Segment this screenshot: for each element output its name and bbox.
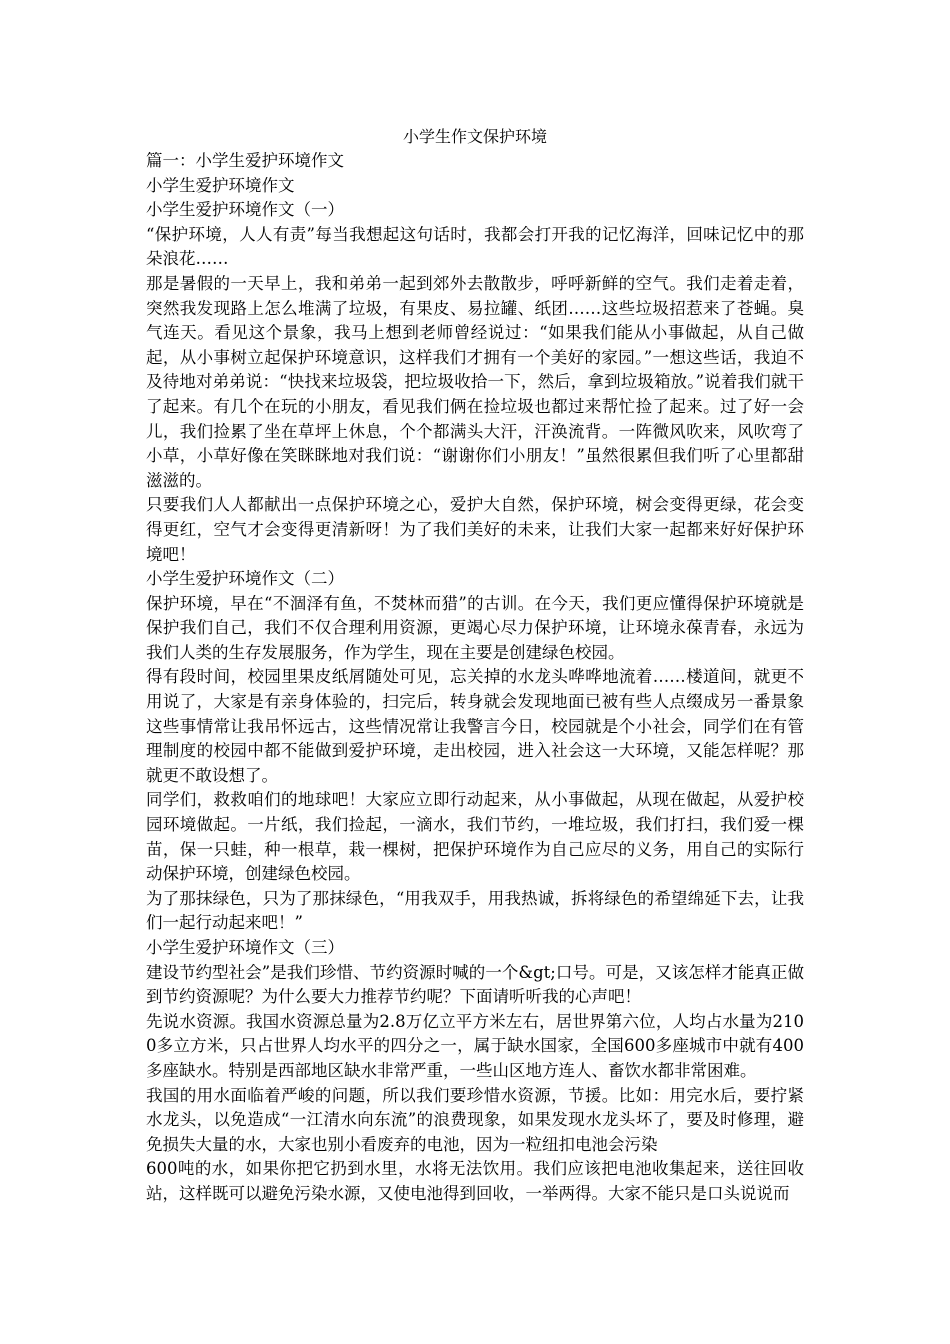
paragraph: “保护环境，人人有责”每当我想起这句话时，我都会打开我的记忆海洋，回味记忆中的那朵浪花……: [146, 224, 804, 269]
paragraph: 我国的用水面临着严峻的问题，所以我们要珍惜水资源，节援。比如：用完水后，要拧紧水龙头，以免造成“一江清水向东流”的浪费现象，如果发现水龙头坏了，要及时修理，避免损失大量的水，大家也别小看废弃的电池，因为一粒纽扣电池会污染: [146, 1085, 804, 1154]
paragraph: 600吨的水，如果你把它扔到水里，水将无法饮用。我们应该把电池收集起来，送往回收站，这样既可以避免污染水源，又使电池得到回收，一举两得。大家不能只是口头说说而: [146, 1159, 804, 1203]
paragraph: 得有段时间，校园里果皮纸屑随处可见，忘关掉的水龙头哗哗地流着……楼道间，就更不用说了，大家是有亲身体验的，扫完后，转身就会发现地面已被有些人点缀成另一番景象这些事情常让我吊怀远古，这些情况常让我警言今日，校园就是个小社会，同学们在有管理制度的校园中都不能做到爱护环境，走出校园，进入社会这一大环境，又能怎样呢？那就更不敢设想了。: [146, 667, 804, 785]
essay-heading-3: 小学生爱护环境作文（三）: [146, 938, 344, 957]
essay-heading-2: 小学生爱护环境作文（二）: [146, 569, 344, 589]
paragraph: 为了那抹绿色，只为了那抹绿色，“用我双手，用我热诚，拆将绿色的希望绵延下去，让我们一起行动起来吧！”: [146, 888, 804, 933]
section-heading: 篇一：小学生爱护环境作文: [146, 151, 344, 170]
paragraph: 那是暑假的一天早上，我和弟弟一起到郊外去散散步，呼呼新鲜的空气。我们走着走着，突然我发现路上怎么堆满了垃圾，有果皮、易拉罐、纸团……这些垃圾招惹来了苍蝇。臭气连天。看见这个景象，我马上想到老师曾经说过：“如果我们能从小事做起，从自己做起，从小事树立起保护环境意识，这样我们才拥有一个美好的家园。”一想这些话，我迫不及待地对弟弟说：“快找来垃圾袋，把垃圾收拾一下，然后，拿到垃圾箱放。”说着我们就干了起来。有几个在玩的小朋友，看见我们俩在捡垃圾也都过来帮忙捡了起来。过了好一会儿，我们捡累了坐在草坪上休息，个个都满头大汗，汗涣流背。一阵微风吹来，风吹弯了小草，小草好像在笑眯眯地对我们说：“谢谢你们小朋友！”虽然很累但我们听了心里都甜滋滋的。: [146, 273, 804, 490]
essay-heading-1: 小学生爱护环境作文（一）: [146, 200, 344, 220]
paragraph: 建设节约型社会”是我们珍惜、节约资源时喊的一个&gt;口号。可是，又该怎样才能真正做到节约资源呢？为什么要大力推荐节约呢？下面请听听我的心声吧！: [146, 962, 804, 1007]
document-body: [146, 149, 804, 1207]
paragraph: 保护环境，早在“不涸泽有鱼，不焚林而猎”的古训。在今天，我们更应懂得保护环境就是保护我们自己，我们不仅合理利用资源，更竭心尽力保护环境，让环境永葆青春，永远为我们人类的生存发展服务，作为学生，现在主要是创建绿色校园。: [146, 593, 804, 662]
document-title: 小学生作文保护环境: [402, 127, 547, 146]
paragraph: 只要我们人人都献出一点保护环境之心，爱护大自然，保护环境，树会变得更绿，花会变得更红，空气才会变得更清新呀！为了我们美好的未来，让我们大家一起都来好好保护环境吧！: [146, 495, 804, 564]
paragraph: 先说水资源。我国水资源总量为2.8万亿立平方米左右，居世界第六位，人均占水量为2100多立方米，只占世界人均水平的四分之一，属于缺水国家，全国600多座城市中就有400多座缺水。特别是西部地区缺水非常严重，一些山区地方连人、畜饮水都非常困难。: [146, 1011, 804, 1080]
paragraph: 同学们，救救咱们的地球吧！大家应立即行动起来，从小事做起，从现在做起，从爱护校园环境做起。一片纸，我们捡起，一滴水，我们节约，一堆垃圾，我们打扫，我们爱一棵苗，保一只蛙，种一根草，栽一棵树，把保护环境作为自己应尽的义务，用自己的实际行动保护环境，创建绿色校园。: [146, 790, 804, 884]
subheading: 小学生爱护环境作文: [146, 175, 295, 195]
